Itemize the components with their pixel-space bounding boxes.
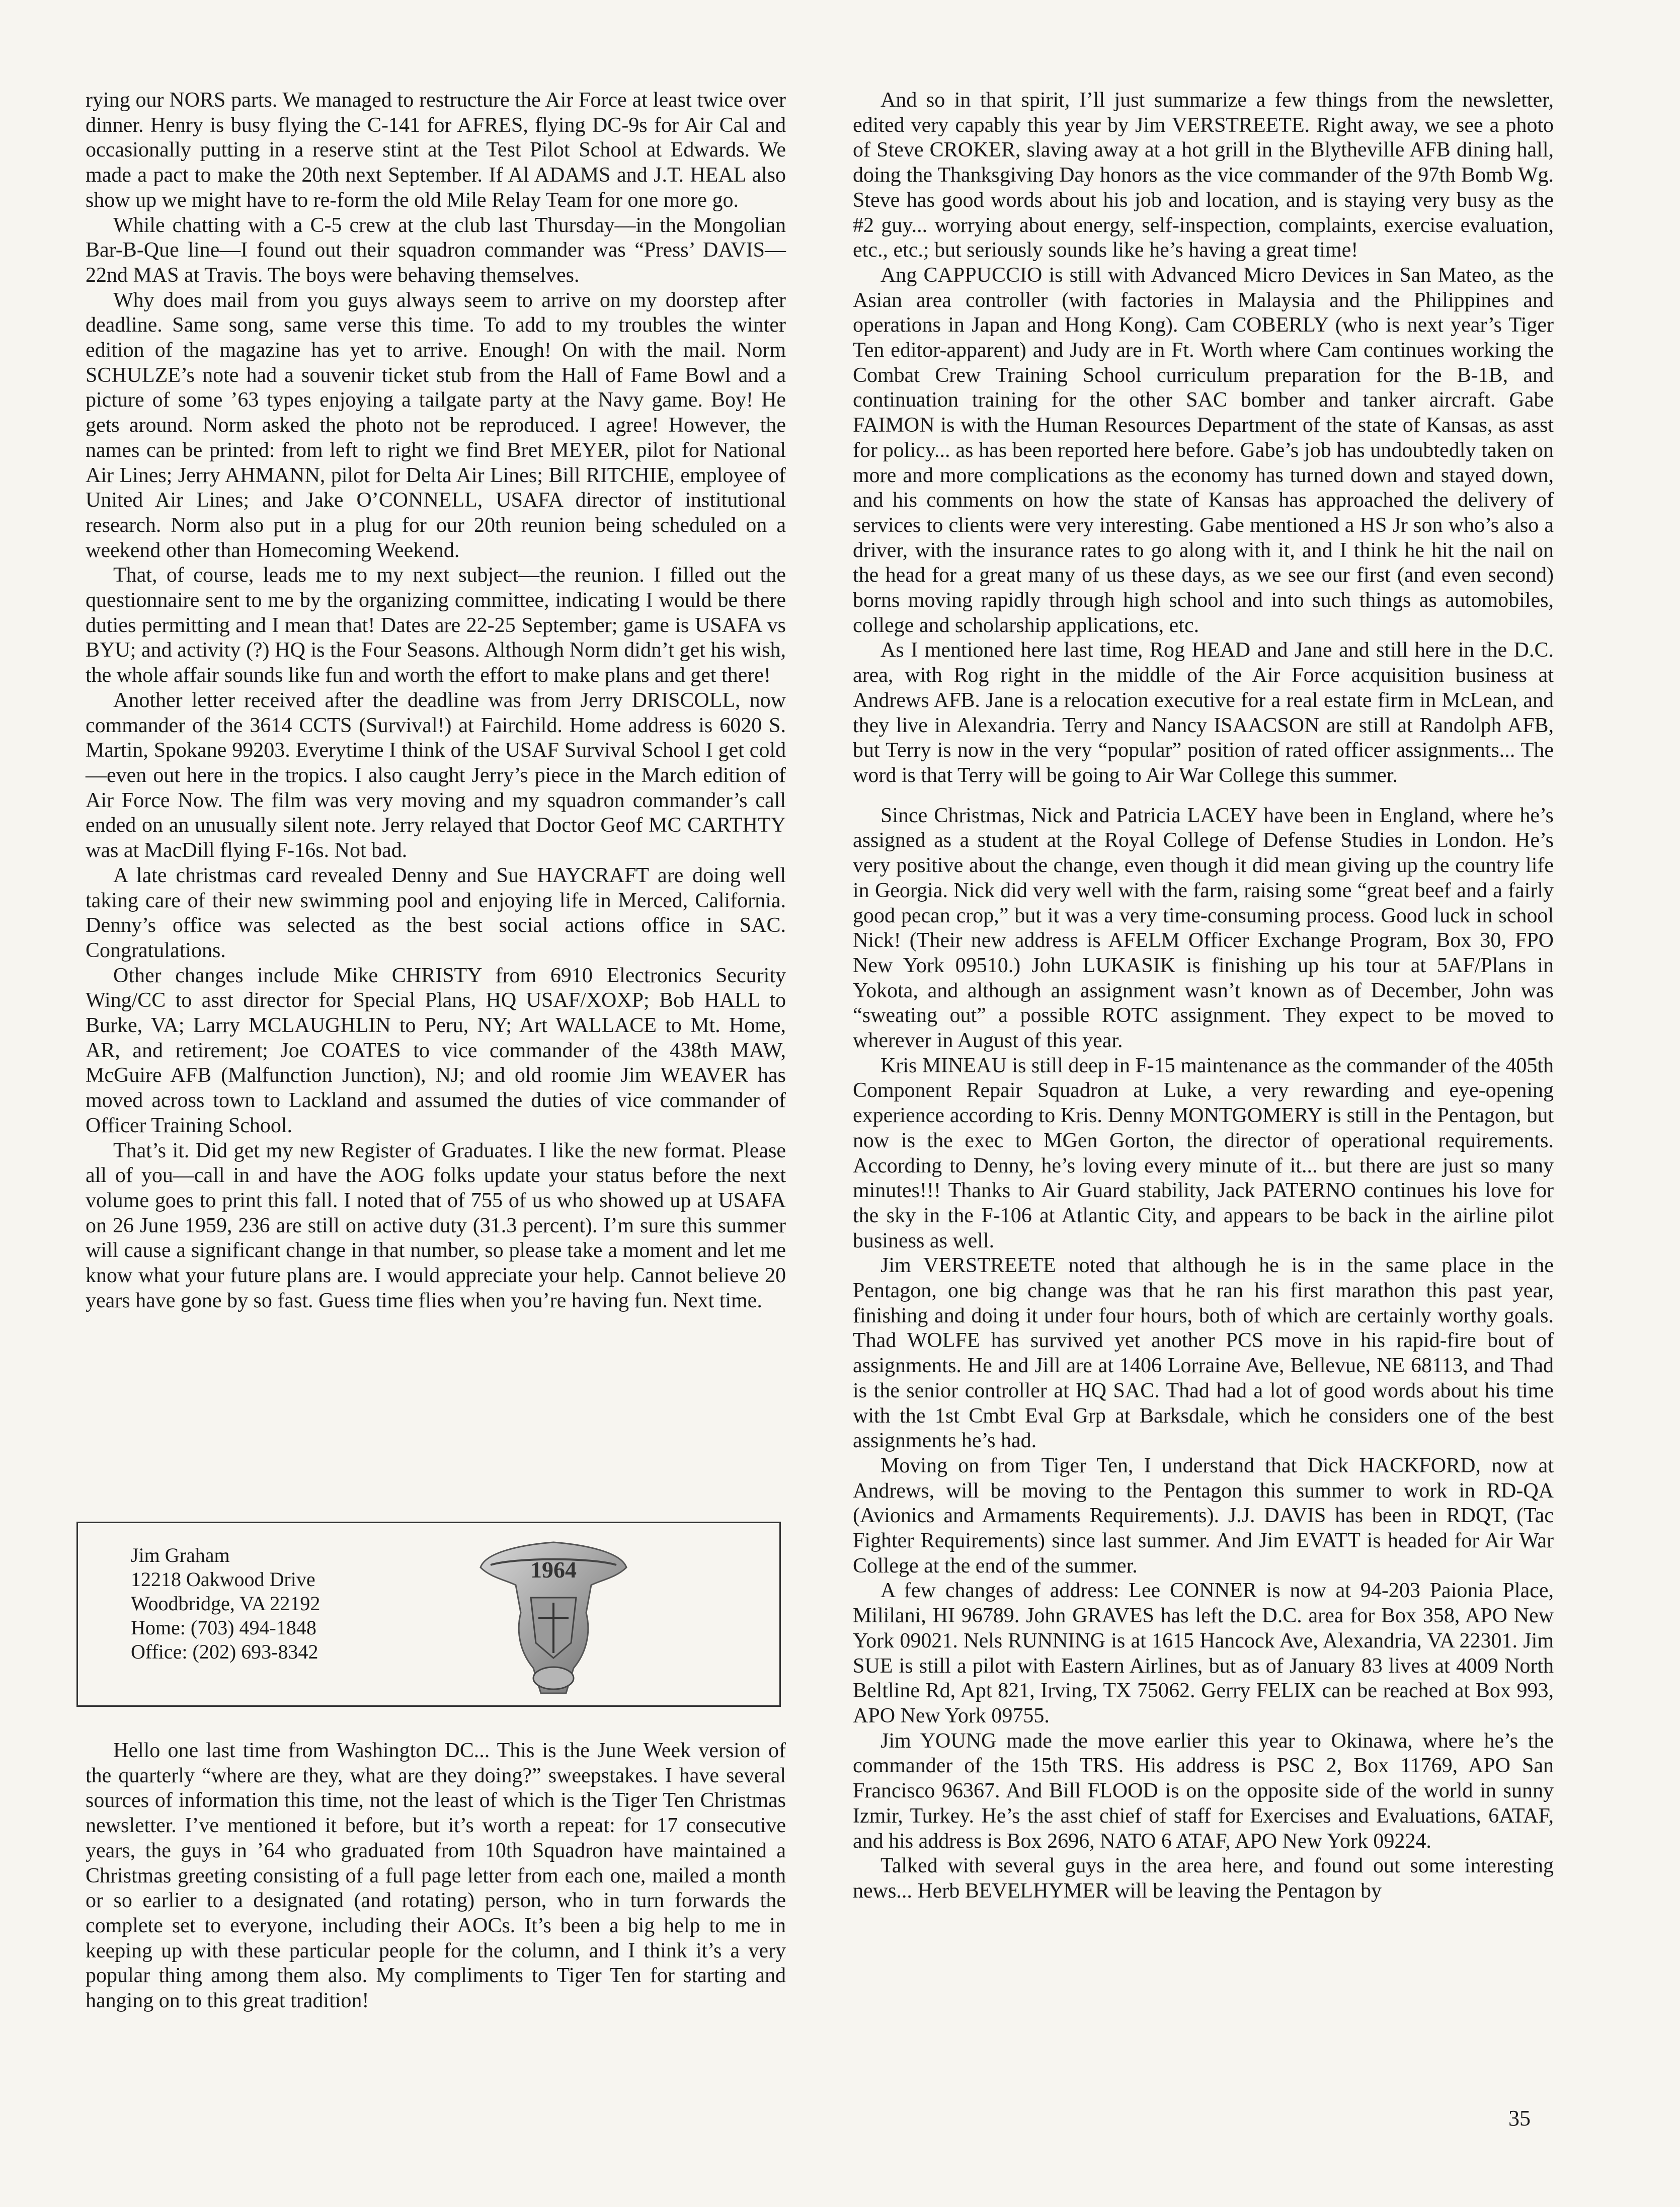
intro-paragraph-block bbox=[86, 1739, 786, 2014]
paragraph: Ang CAPPUCCIO is still with Advanced Micro Devices in San Mateo, as the Asian area controller (with factories in Malaysia and the Philippines and operations in Japan and Hong Kong). Cam COBERLY (who is next year’s Tiger Ten editor-apparent) and Judy are in Ft. Worth where Cam continues working the Combat Crew Training School curriculum preparation for the B-1B, and continuation training for the other SAC bomber and tanker aircraft. Gabe FAIMON is with the Human Resources Department of the state of Kansas, as asst for policy... as has been reported here before. Gabe’s job has undoubtedly taken on more and more complications as the economy has turned down and stayed down, and his comments on how the state of Kansas has approached the delivery of services to clients were very interesting. Gabe mentioned a HS Jr son who’s also a driver, with the insurance rates to go along with it, and I think he hit the nail on the head for a great many of us these days, as we see our first (and even second) borns moving rapidly through high school and into such things as automobiles, college and scholarship applications, etc. bbox=[853, 263, 1554, 637]
paragraph: Jim VERSTREETE noted that although he is in the same place in the Pentagon, one big change was that he ran his first marathon this past year, finishing and doing it under four hours, both of which are certainly worthy goals. Thad WOLFE has survived yet another PCS move in his rapid-fire bout of assignments. He and Jill are at 1406 Lorraine Ave, Bellevue, NE 68113, and Thad is the senior controller at HQ SAC. Thad had a lot of good words about his time with the 1st Cmbt Eval Grp at Barksdale, which he considers one of the best assignments he’s had. bbox=[853, 1254, 1554, 1453]
paragraph: Moving on from Tiger Ten, I understand that Dick HACKFORD, now at Andrews, will be moving to the Pentagon this summer to work in RD-QA (Avionics and Armaments Requirements). J.J. DAVIS has been in RDQT, (Tac Fighter Requirements) since last summer. And Jim EVATT is headed for Air War College at the end of the summer. bbox=[853, 1454, 1554, 1578]
paragraph: A few changes of address: Lee CONNER is now at 94-203 Paionia Place, Mililani, HI 96789. John GRAVES has left the D.C. area for Box 358, APO New York 09021. Nels RUNNING is at 1615 Hancock Ave, Alexandria, VA 22301. Jim SUE is still a pilot with Eastern Airlines, but as of January 83 lives at 4009 North Beltline Rd, Apt 821, Irving, TX 75062. Gerry FELIX can be reached at Box 993, APO New York 09755. bbox=[853, 1579, 1554, 1727]
paragraph: Kris MINEAU is still deep in F-15 maintenance as the commander of the 405th Component Repair Squadron at Luke, a very rewarding and eye-opening experience according to Kris. Denny MONTGOMERY is still in the Pentagon, but now is the exec to MGen Gorton, the director of operational requirements. According to Denny, he’s loving every minute of it... but there are just so many minutes!!! Thanks to Air Guard stability, Jack PATERNO continues his love for the sky in the F-106 at Atlantic City, and appears to be back in the airline pilot business as well. bbox=[853, 1054, 1554, 1252]
scribe-street: 12218 Oakwood Drive bbox=[131, 1568, 315, 1591]
scribe-office-phone: Office: (202) 693-8342 bbox=[131, 1640, 318, 1663]
paragraph: Jim YOUNG made the move earlier this year to Okinawa, where he’s the commander of the 15th TRS. His address is PSC 2, Box 11769, APO San Francisco 96367. And Bill FLOOD is on the opposite side of the world in sunny Izmir, Turkey. He’s the asst chief of staff for Exercises and Evaluations, 6ATAF, and his address is Box 2696, NATO 6 ATAF, APO New York 09224. bbox=[853, 1729, 1554, 1853]
paragraph: Another letter received after the deadline was from Jerry DRISCOLL, now commander of the 3614 CCTS (Survival!) at Fairchild. Home address is 6020 S. Martin, Spokane 99203. Everytime I think of the USAF Survival School I get cold—even out here in the tropics. I also caught Jerry’s piece in the March edition of Air Force Now. The film was very moving and my squadron commander’s call ended on an unusually silent note. Jerry relayed that Doctor Geof MC CARTHTY was at MacDill flying F-16s. Not bad. bbox=[86, 688, 786, 862]
paragraph: A late christmas card revealed Denny and Sue HAYCRAFT are doing well taking care of their new swimming pool and enjoying life in Merced, California. Denny’s office was selected as the best social actions office in SAC. Congratulations. bbox=[86, 863, 786, 962]
class-crest-icon bbox=[470, 1532, 636, 1698]
paragraph: That, of course, leads me to my next subject—the reunion. I filled out the questionnaire sent to me by the organizing committee, indicating I would be there duties permitting and I mean that! Dates are 22-25 September; game is USAFA vs BYU; and activity (?) HQ is the Four Seasons. Although Norm didn’t get his wish, the whole affair sounds like fun and worth the effort to make plans and get there! bbox=[86, 564, 786, 687]
right-column bbox=[853, 88, 1554, 1904]
paragraph: Talked with several guys in the area here, and found out some interesting news... Herb BEVELHYMER will be leaving the Pentagon by bbox=[853, 1854, 1554, 1903]
scribe-city: Woodbridge, VA 22192 bbox=[131, 1592, 321, 1615]
scribe-address bbox=[131, 1543, 320, 1664]
page-number: 35 bbox=[1508, 2106, 1531, 2131]
left-column bbox=[86, 88, 786, 1313]
paragraph: Other changes include Mike CHRISTY from 6910 Electronics Security Wing/CC to asst director for Special Plans, HQ USAF/XOXP; Bob HALL to Burke, VA; Larry MCLAUGHLIN to Peru, NY; Art WALLACE to Mt. Home, AR, and retirement; Joe COATES to vice commander of the 438th MAW, McGuire AFB (Malfunction Junction), NJ; and old roomie Jim WEAVER has moved across town to Lackland and assumed the duties of vice commander of Officer Training School. bbox=[86, 964, 786, 1137]
scribe-name: Jim Graham bbox=[131, 1544, 230, 1566]
paragraph: And so in that spirit, I’ll just summarize a few things from the newsletter, edited very capably this year by Jim VERSTREETE. Right away, we see a photo of Steve CROKER, slaving away at a hot grill in the Blytheville AFB dining hall, doing the Thanksgiving Day honors as the vice commander of the 97th Bomb Wg. Steve has good words about his job and location, and is staying very busy as the #2 guy... worrying about energy, self-inspection, complaints, exercise evaluation, etc., etc.; but seriously sounds like he’s having a great time! bbox=[853, 89, 1554, 262]
crest-year: 1964 bbox=[530, 1557, 577, 1583]
class-scribe-address-box bbox=[76, 1522, 781, 1707]
paragraph: As I mentioned here last time, Rog HEAD and Jane and still here in the D.C. area, with Rog right in the middle of the Air Force acquisition business at Andrews AFB. Jane is a relocation executive for a real estate firm in McLean, and they live in Alexandria. Terry and Nancy ISAACSON are still at Randolph AFB, but Terry is now in the very “popular” position of rated officer assignments... The word is that Terry will be going to Air War College this summer. bbox=[853, 639, 1554, 787]
paragraph: Hello one last time from Washington DC... This is the June Week version of the quarterly “where are they, what are they doing?” sweepstakes. I have several sources of information this time, not the least of which is the Tiger Ten Christmas newsletter. I’ve mentioned it before, but it’s worth a repeat: for 17 consecutive years, the guys in ’64 who graduated from 10th Squadron have maintained a Christmas greeting consisting of a full page letter from each one, mailed a month or so earlier to a designated (and rotating) person, who in turn forwards the complete set to everyone, including their AOCs. It’s been a big help to me in keeping up with these particular people for the column, and I think it’s a very popular thing among them also. My compliments to Tiger Ten for starting and hanging on to this great tradition! bbox=[86, 1739, 786, 2013]
paragraph: rying our NORS parts. We managed to restructure the Air Force at least twice over dinner. Henry is busy flying the C-141 for AFRES, flying DC-9s for Air Cal and occasionally putting in a reserve stint at the Test Pilot School at Edwards. We made a pact to make the 20th next September. If Al ADAMS and J.T. HEAL also show up we might have to re-form the old Mile Relay Team for one more go. bbox=[86, 89, 786, 212]
paragraph: While chatting with a C-5 crew at the club last Thursday—in the Mongolian Bar-B-Que line—I found out their squadron commander was “Press’ DAVIS—22nd MAS at Travis. The boys were behaving themselves. bbox=[86, 213, 786, 287]
paragraph: Since Christmas, Nick and Patricia LACEY have been in England, where he’s assigned as a student at the Royal College of Defense Studies in London. He’s very positive about the change, even though it did mean giving up the country life in Georgia. Nick did very well with the farm, raising some “great beef and a fairly good pecan crop,” but it was a very time-consuming process. Good luck in school Nick! (Their new address is AFELM Officer Exchange Program, Box 30, FPO New York 09510.) John LUKASIK is finishing up his tour at 5AF/Plans in Yokota, and although an assignment wasn’t known as of December, John was “sweating out” a possible ROTC assignment. They expect to be moved to wherever in August of this year. bbox=[853, 804, 1554, 1053]
paragraph: That’s it. Did get my new Register of Graduates. I like the new format. Please all of you—call in and have the AOG folks update your status before the next volume goes to print this fall. I noted that of 755 of us who showed up at USAFA on 26 June 1959, 236 are still on active duty (31.3 percent). I’m sure this summer will cause a significant change in that number, so please take a moment and let me know what your future plans are. I would appreciate your help. Cannot believe 20 years have gone by so fast. Guess time flies when you’re having fun. Next time. bbox=[86, 1139, 786, 1312]
paragraph: Why does mail from you guys always seem to arrive on my doorstep after deadline. Same song, same verse this time. To add to my troubles the winter edition of the magazine has yet to arrive. Enough! On with the mail. Norm SCHULZE’s note had a souvenir ticket stub from the Hall of Fame Bowl and a picture of some ’63 types enjoying a tailgate party at the Navy game. Boy! He gets around. Norm asked the photo not be reproduced. I agree! However, the names can be printed: from left to right we find Bret MEYER, pilot for National Air Lines; Jerry AHMANN, pilot for Delta Air Lines; Bill RITCHIE, employee of United Air Lines; and Jake O’CONNELL, USAFA director of institutional research. Norm also put in a plug for our 20th reunion being scheduled on a weekend other than Homecoming Weekend. bbox=[86, 288, 786, 562]
scribe-home-phone: Home: (703) 494-1848 bbox=[131, 1616, 316, 1639]
